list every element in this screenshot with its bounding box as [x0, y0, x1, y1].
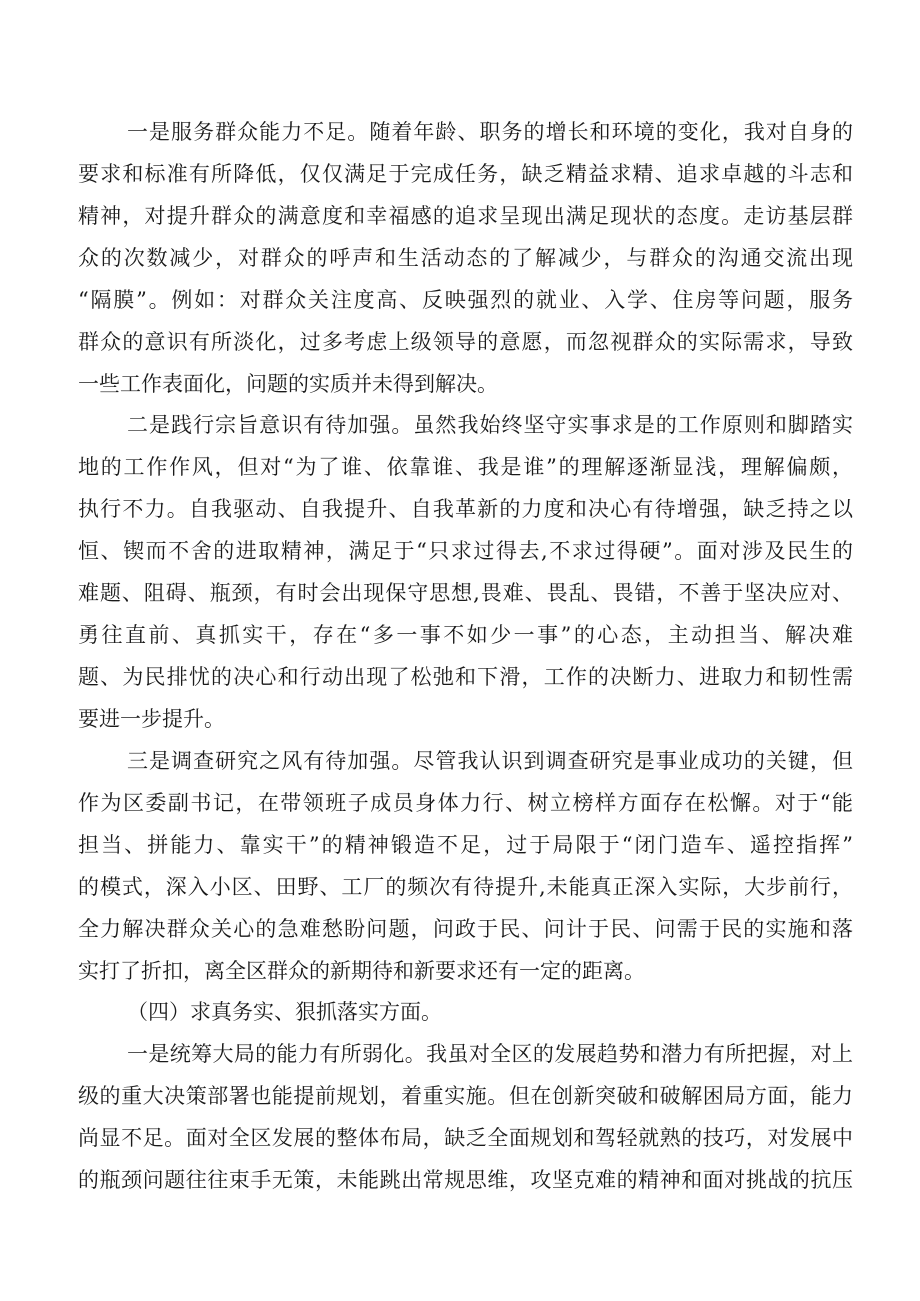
text-line: 难题、阻碍、瓶颈，有时会出现保守思想,畏难、畏乱、畏错，不善于坚决应对、	[78, 581, 853, 605]
text-line: 作为区委副书记，在带领班子成员身体力行、树立榜样方面存在松懈。对于“能	[78, 791, 853, 815]
section-heading: （四）求真务实、狠抓落实方面。	[127, 1000, 442, 1024]
text-line: 的模式，深入小区、田野、工厂的频次有待提升,未能真正深入实际，大步前行，	[78, 875, 853, 899]
text-line: 全力解决群众关心的急难愁盼问题，问政于民、问计于民、问需于民的实施和落	[78, 917, 853, 941]
text-line: 二是践行宗旨意识有待加强。虽然我始终坚守实事求是的工作原则和脚踏实	[127, 413, 853, 437]
text-line: 要进一步提升。	[78, 707, 225, 731]
text-line: 恒、锲而不舍的进取精神，满足于“只求过得去,不求过得硬”。面对涉及民生的	[78, 539, 853, 563]
text-line: 一是统筹大局的能力有所弱化。我虽对全区的发展趋势和潜力有所把握，对上	[127, 1042, 853, 1066]
text-line: 实打了折扣，离全区群众的新期待和新要求还有一定的距离。	[78, 959, 645, 983]
text-line: 一是服务群众能力不足。随着年龄、职务的增长和环境的变化，我对自身的	[127, 120, 853, 144]
text-line: 众的次数减少，对群众的呼声和生活动态的了解减少，与群众的沟通交流出现	[78, 246, 853, 270]
text-line: 三是调查研究之风有待加强。尽管我认识到调查研究是事业成功的关键，但	[127, 749, 853, 773]
text-line: “隔膜”。例如：对群众关注度高、反映强烈的就业、入学、住房等问题，服务	[78, 288, 853, 312]
text-line: 尚显不足。面对全区发展的整体布局，缺乏全面规划和驾轻就熟的技巧，对发展中	[78, 1126, 853, 1150]
text-line: 一些工作表面化，问题的实质并未得到解决。	[78, 372, 498, 396]
text-line: 级的重大决策部署也能提前规划，着重实施。但在创新突破和破解困局方面，能力	[78, 1084, 853, 1108]
text-line: 群众的意识有所淡化，过多考虑上级领导的意愿，而忽视群众的实际需求，导致	[78, 330, 853, 354]
text-line: 勇往直前、真抓实干，存在“多一事不如少一事”的心态，主动担当、解决难	[78, 623, 853, 647]
text-line: 地的工作作风，但对“为了谁、依靠谁、我是谁”的理解逐渐显浅，理解偏颇，	[78, 455, 853, 479]
text-line: 要求和标准有所降低，仅仅满足于完成任务，缺乏精益求精、追求卓越的斗志和	[78, 162, 853, 186]
text-line: 执行不力。自我驱动、自我提升、自我革新的力度和决心有待增强，缺乏持之以	[78, 497, 853, 521]
text-line: 题、为民排忧的决心和行动出现了松弛和下滑，工作的决断力、进取力和韧性需	[78, 665, 853, 689]
text-line: 的瓶颈问题往往束手无策，未能跳出常规思维，攻坚克难的精神和面对挑战的抗压	[78, 1168, 853, 1192]
text-line: 精神，对提升群众的满意度和幸福感的追求呈现出满足现状的态度。走访基层群	[78, 204, 853, 228]
text-line: 担当、拼能力、靠实干”的精神锻造不足，过于局限于“闭门造车、遥控指挥”	[78, 833, 853, 857]
